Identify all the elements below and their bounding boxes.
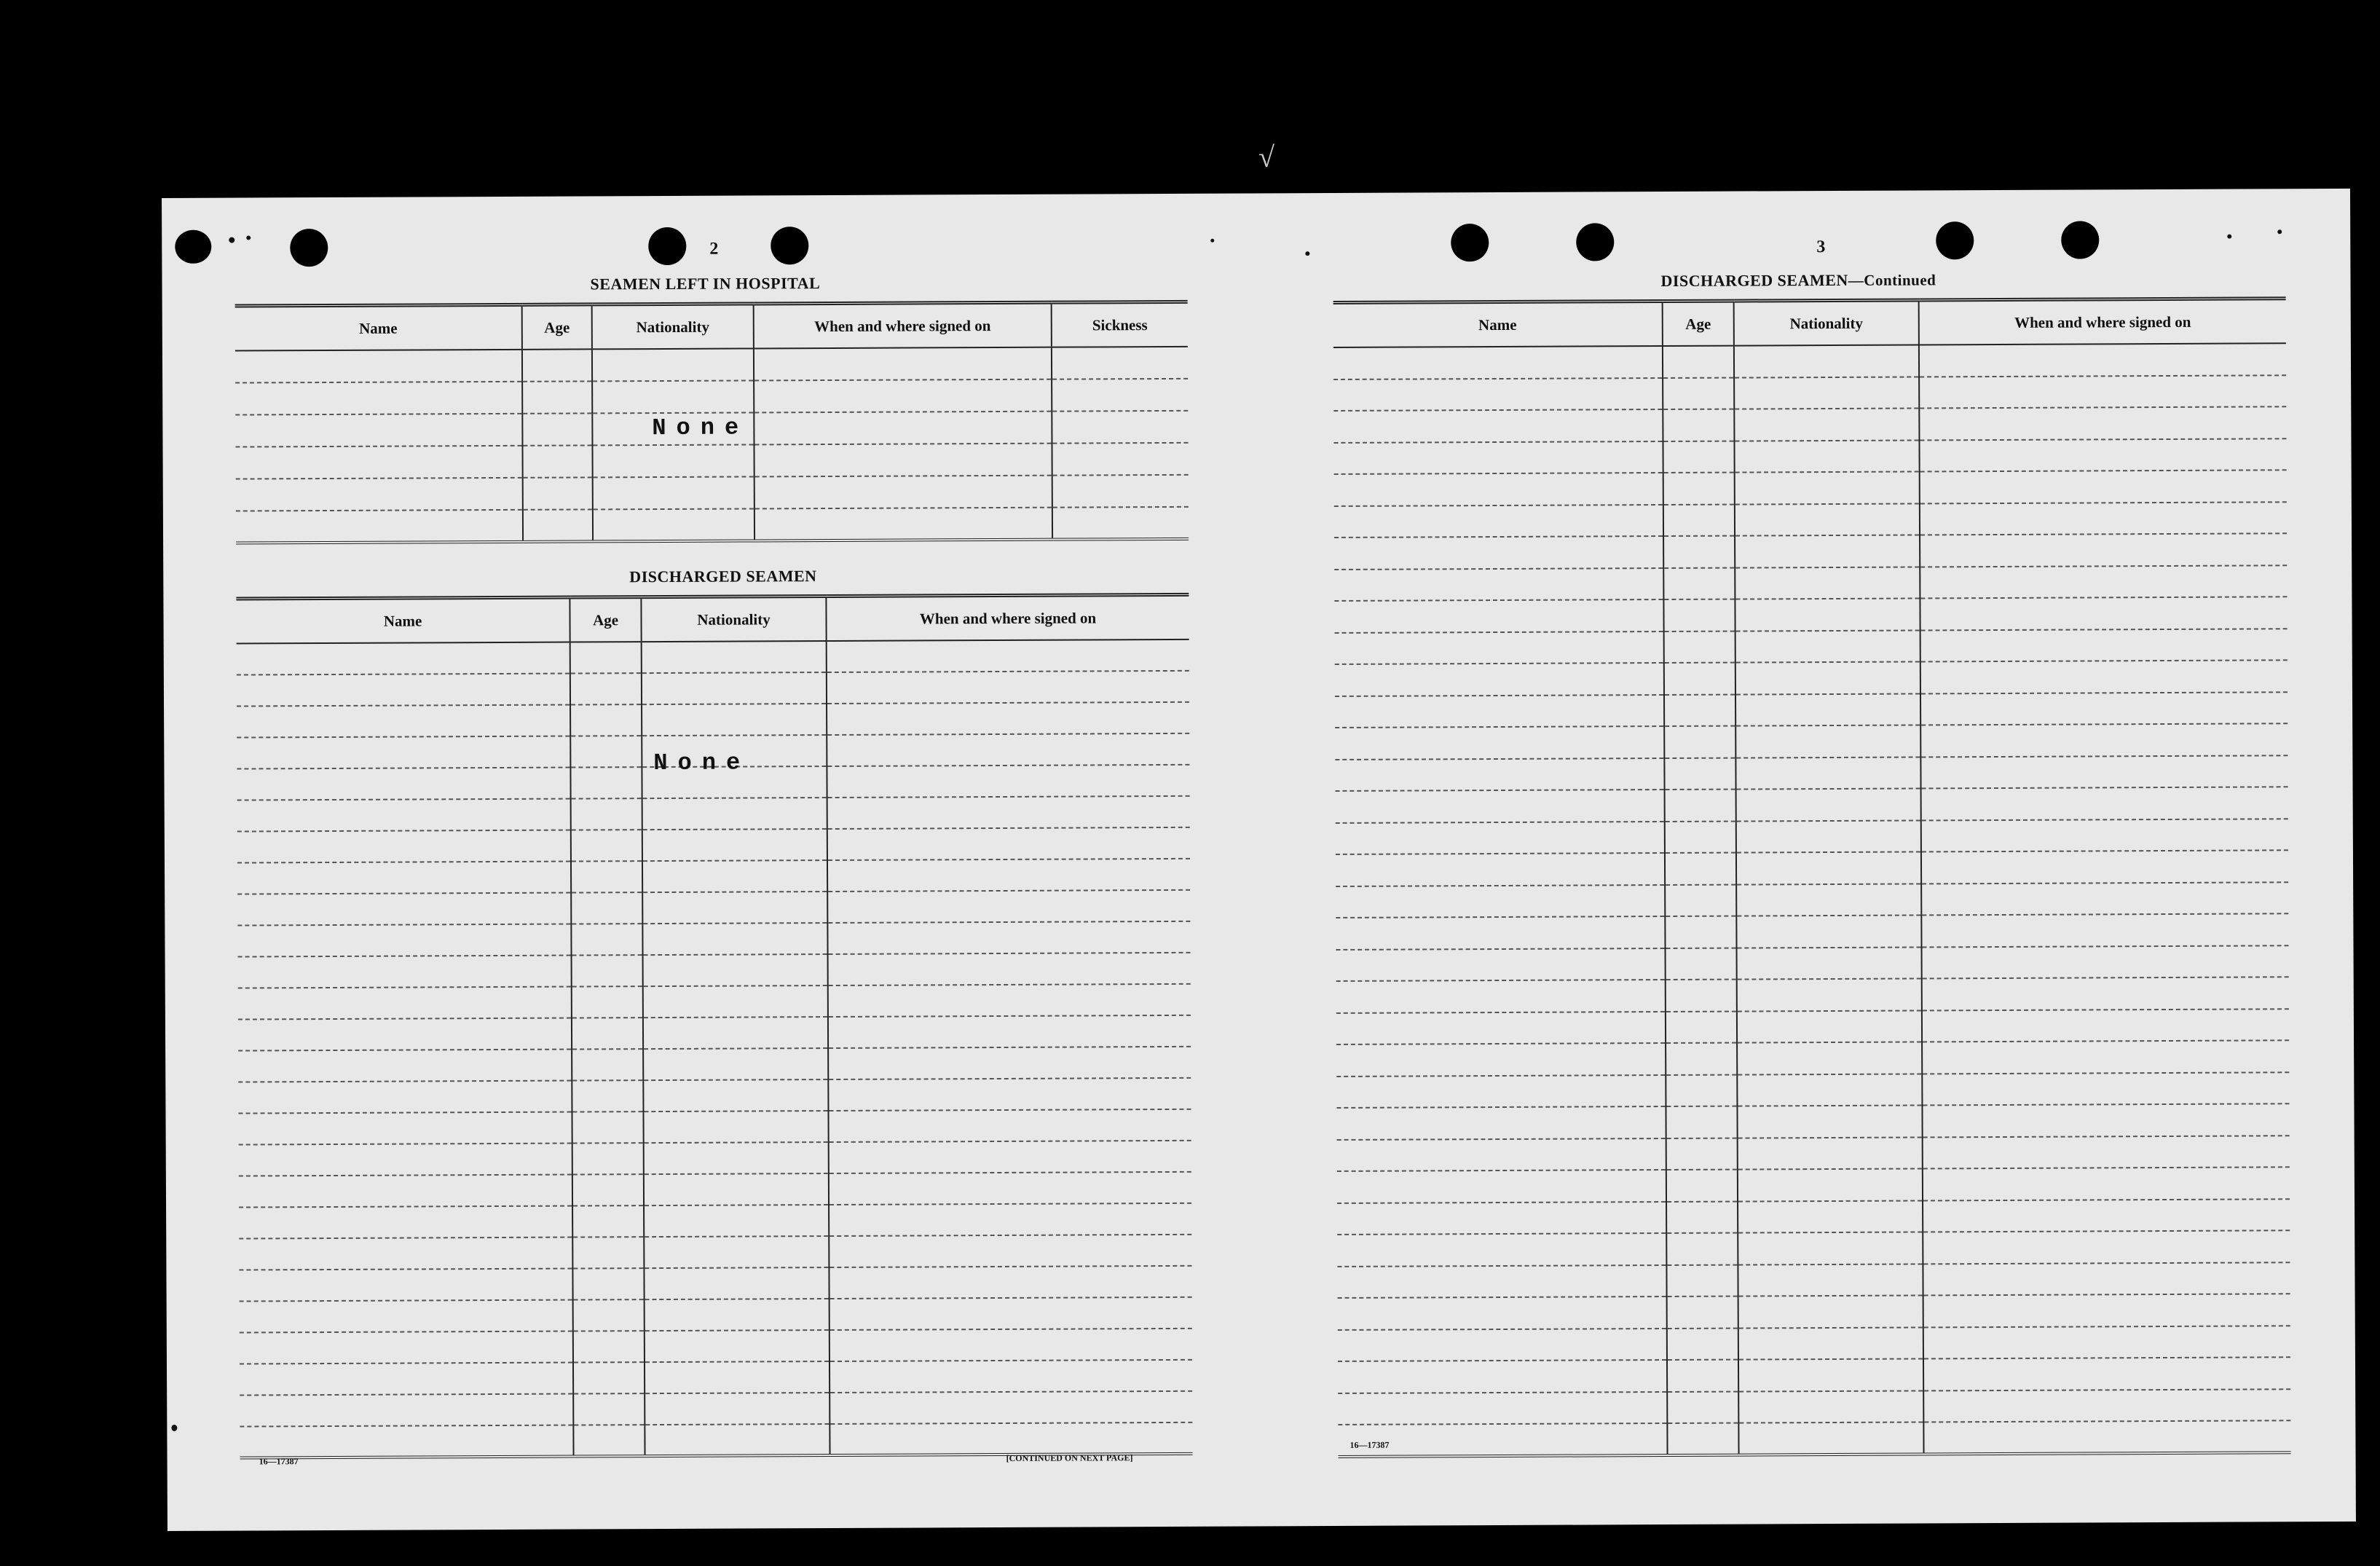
- table-row: [237, 671, 1189, 707]
- hospital-section-title: SEAMEN LEFT IN HOSPITAL: [590, 274, 821, 294]
- table-row: [1337, 1262, 2290, 1298]
- table-row: [1333, 375, 2286, 411]
- punch-hole: [1451, 224, 1489, 261]
- speck: [229, 237, 235, 243]
- table-row: [1334, 502, 2287, 538]
- table-row: [239, 1203, 1191, 1239]
- table-row: [1335, 723, 2288, 759]
- discharged-table: [236, 593, 1192, 1460]
- table-row: [236, 507, 1189, 543]
- punch-hole: [2061, 221, 2099, 259]
- table-row: [1336, 1040, 2289, 1076]
- table-header-row: [235, 302, 1188, 350]
- table-row: [1334, 565, 2287, 601]
- table-row: [1338, 1420, 2290, 1456]
- table-row: [1337, 1199, 2290, 1235]
- table-row: [235, 379, 1188, 415]
- table-row: [1334, 470, 2287, 505]
- column-header-name: Name: [236, 597, 570, 643]
- table-row: [238, 1109, 1191, 1145]
- table-row: [1336, 977, 2289, 1012]
- table-row: [237, 921, 1190, 957]
- check-mark: √: [1258, 141, 1274, 173]
- column-header-signed-on: When and where signed on: [826, 594, 1189, 641]
- table-row: [237, 890, 1190, 926]
- speck: [2277, 229, 2282, 234]
- table-row: [239, 1266, 1191, 1302]
- table-row: [1337, 1167, 2290, 1203]
- speck: [1210, 239, 1214, 243]
- table-row: [240, 1360, 1192, 1396]
- table-row: [1335, 629, 2288, 664]
- table-row: [1336, 1009, 2289, 1044]
- table-row: [1336, 1103, 2289, 1139]
- column-header-age: Age: [1663, 301, 1734, 346]
- column-header-nationality: Nationality: [592, 304, 754, 349]
- table-header-row: [1333, 299, 2286, 347]
- table-row: [1336, 819, 2288, 854]
- discharged-none-entry: None: [653, 749, 751, 777]
- table-row: [1336, 945, 2289, 981]
- table-row: [1336, 913, 2288, 949]
- form-number: 16—17387: [1349, 1439, 1390, 1450]
- document-sheet: [162, 189, 2356, 1531]
- table-row: [238, 1015, 1191, 1051]
- table-row: [1338, 1389, 2290, 1425]
- table-row: [235, 347, 1188, 383]
- table-row: [238, 1047, 1191, 1082]
- continued-suffix: —Continued: [1848, 271, 1936, 289]
- page-number: 3: [1816, 237, 1826, 257]
- table-row: [237, 640, 1189, 675]
- table-row: [1335, 660, 2288, 696]
- table-row: [236, 475, 1189, 511]
- table-row: [237, 827, 1190, 863]
- table-row: [1338, 1326, 2290, 1361]
- speck: [1305, 251, 1309, 256]
- column-header-nationality: Nationality: [1734, 300, 1919, 346]
- table-row: [1338, 1294, 2290, 1329]
- column-header-signed-on: When and where signed on: [1919, 299, 2286, 345]
- column-header-name: Name: [1333, 302, 1663, 347]
- punch-hole: [771, 227, 808, 264]
- table-row: [238, 953, 1191, 988]
- table-row: [1337, 1230, 2290, 1266]
- table-row: [1335, 755, 2288, 791]
- discharged-continued-title: [1660, 270, 1936, 291]
- table-header-row: [236, 594, 1189, 643]
- table-row: [235, 443, 1188, 479]
- punch-hole: [1576, 223, 1614, 261]
- table-row: [237, 859, 1190, 894]
- table-row: [1337, 1136, 2290, 1171]
- table-row: [237, 796, 1190, 832]
- column-header-age: Age: [522, 304, 592, 350]
- table-row: [1336, 1072, 2289, 1108]
- continued-note: [CONTINUED ON NEXT PAGE]: [1006, 1452, 1133, 1463]
- table-row: [240, 1329, 1192, 1364]
- table-row: [237, 702, 1189, 738]
- table-row: [1336, 882, 2288, 918]
- hospital-none-entry: None: [652, 414, 749, 442]
- table-row: [239, 1141, 1191, 1176]
- discharged-section-title: DISCHARGED SEAMEN: [629, 567, 817, 586]
- table-row: [239, 1172, 1191, 1208]
- table-row: [1333, 438, 2286, 474]
- speck: [171, 1425, 177, 1431]
- speck: [246, 235, 251, 240]
- table-row: [1336, 850, 2288, 886]
- page-number: 2: [709, 239, 719, 259]
- punch-hole: [290, 229, 328, 267]
- punch-hole: [1936, 221, 1974, 259]
- table-row: [240, 1297, 1192, 1333]
- section-title-text: DISCHARGED SEAMEN: [1660, 270, 1848, 291]
- column-header-name: Name: [235, 304, 522, 350]
- column-header-sickness: Sickness: [1052, 302, 1188, 347]
- table-row: [1334, 533, 2287, 569]
- table-row: [238, 984, 1191, 1020]
- punch-hole: [175, 230, 211, 264]
- table-row: [1335, 692, 2288, 728]
- table-row: [1333, 343, 2286, 379]
- table-row: [1336, 787, 2288, 822]
- punch-hole: [648, 227, 686, 265]
- table-row: [238, 1078, 1191, 1114]
- column-header-age: Age: [570, 597, 641, 642]
- discharged-continued-table: [1333, 296, 2291, 1457]
- table-row: [1333, 406, 2286, 442]
- table-row: [239, 1235, 1191, 1270]
- table-row: [240, 1391, 1192, 1427]
- table-row: [1338, 1357, 2290, 1393]
- column-header-nationality: Nationality: [641, 597, 826, 642]
- form-number: 16—17387: [259, 1456, 299, 1467]
- table-row: [1334, 597, 2287, 632]
- speck: [2227, 235, 2231, 239]
- column-header-signed-on: When and where signed on: [754, 302, 1052, 348]
